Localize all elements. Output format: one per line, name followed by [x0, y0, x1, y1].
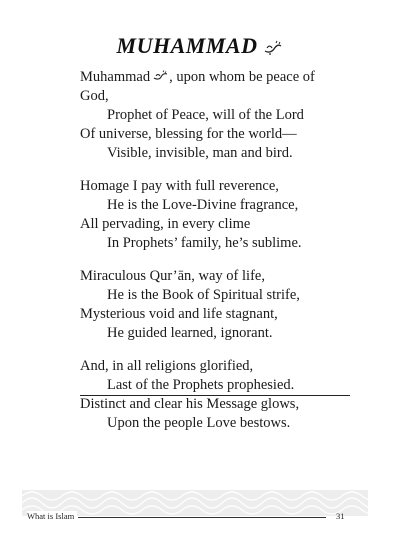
stanza: [80, 177, 370, 253]
page-title: [0, 33, 400, 59]
honorific-calligraphy-icon: [153, 70, 168, 82]
poem-line: He guided learned, ignorant.: [107, 325, 273, 341]
poem-line-text: , upon whom be peace of: [169, 69, 315, 85]
poem: [80, 68, 370, 447]
poem-line: God,: [80, 88, 109, 104]
poem-line: Miraculous Qur’ān, way of life,: [80, 268, 265, 284]
poem-line: [80, 68, 370, 87]
poem-line-text: Muhammad: [80, 69, 151, 85]
poem-line: Upon the people Love bestows.: [107, 415, 291, 431]
poem-line: In Prophets’ family, he’s sublime.: [107, 235, 302, 251]
poem-line: Homage I pay with full reverence,: [80, 178, 279, 194]
poem-line: And, in all religions glorified,: [80, 358, 254, 374]
poem-line: Of universe, blessing for the world—: [80, 126, 297, 142]
poem-line: He is the Book of Spiritual strife,: [107, 287, 300, 303]
poem-line: Distinct and clear his Message glows,: [80, 396, 300, 412]
poem-line: Last of the Prophets prophesied.: [107, 377, 295, 393]
footer-rule: [78, 517, 326, 518]
stanza: [80, 267, 370, 343]
running-footer-title: What is Islam: [27, 511, 77, 521]
stanza: [80, 68, 370, 163]
poem-line: Visible, invisible, man and bird.: [107, 145, 293, 161]
poem-line: Prophet of Peace, will of the Lord: [107, 107, 304, 123]
title-text: MUHAMMAD: [116, 33, 258, 58]
poem-line: He is the Love-Divine fragrance,: [107, 197, 299, 213]
poem-line: Mysterious void and life stagnant,: [80, 306, 278, 322]
page-number: 31: [336, 511, 345, 521]
section-divider: [80, 395, 350, 396]
poem-line: All pervading, in every clime: [80, 216, 251, 232]
honorific-calligraphy-icon: [263, 40, 283, 56]
